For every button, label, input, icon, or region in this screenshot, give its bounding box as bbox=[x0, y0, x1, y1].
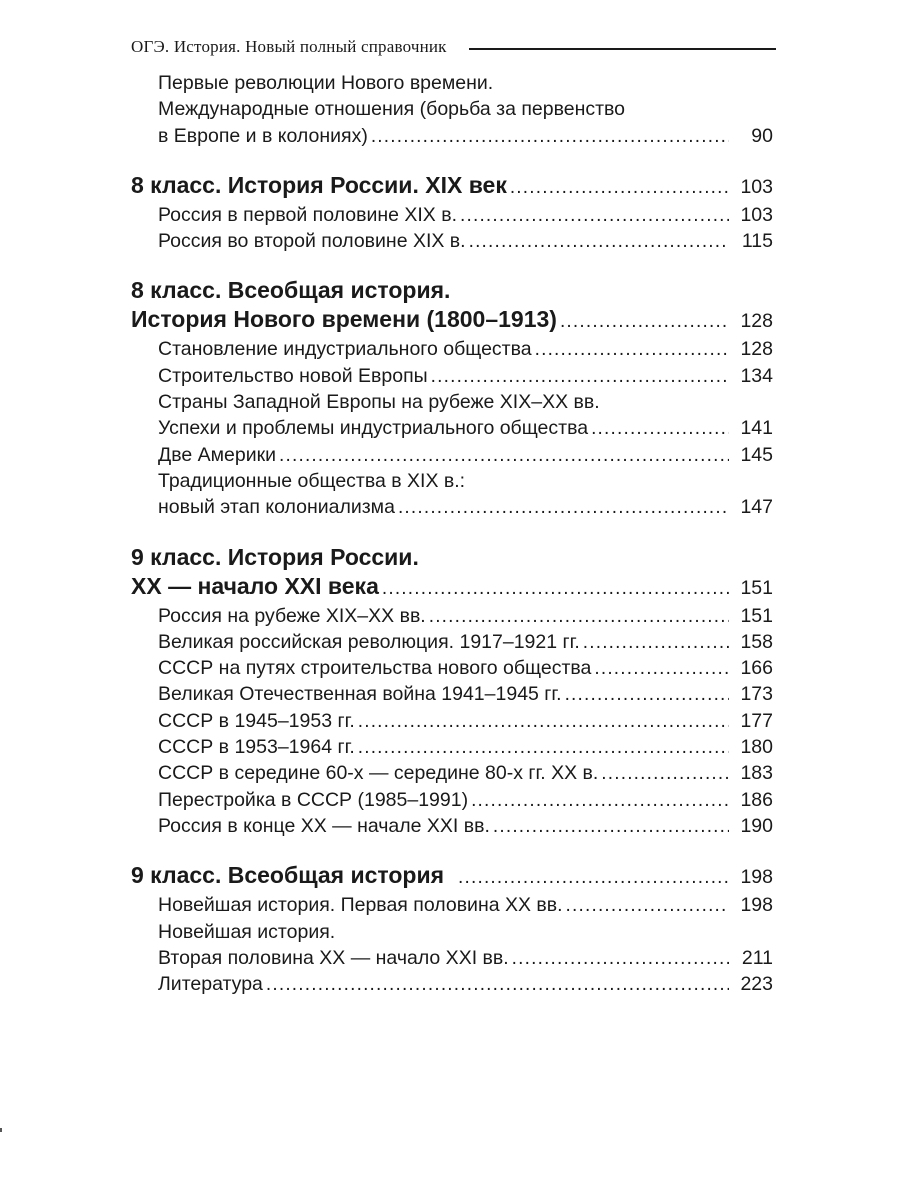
toc-page-number: 198 bbox=[740, 894, 773, 917]
dot-leader bbox=[460, 203, 729, 229]
toc-entry-text: СССР в 1945–1953 гг. bbox=[158, 709, 355, 732]
toc-entry-text: СССР в 1953–1964 гг. bbox=[158, 736, 355, 759]
dot-leader bbox=[458, 863, 729, 892]
toc-page-number: 177 bbox=[740, 709, 773, 732]
toc-entry-text: Успехи и проблемы индустриального общества bbox=[158, 417, 589, 440]
dot-leader bbox=[565, 682, 729, 708]
dot-leader bbox=[398, 495, 729, 521]
dot-leader bbox=[535, 337, 729, 363]
dot-leader bbox=[382, 574, 729, 603]
toc-page-number: 183 bbox=[740, 762, 773, 785]
toc-entry[interactable] bbox=[131, 363, 773, 389]
dot-leader bbox=[279, 443, 729, 469]
toc-entry[interactable] bbox=[131, 655, 773, 681]
dot-leader bbox=[469, 229, 729, 255]
toc-page-number: 128 bbox=[740, 310, 773, 333]
toc-entry-text: Новейшая история. bbox=[158, 920, 336, 943]
toc-page-number: 103 bbox=[740, 175, 773, 198]
toc-entry-text: СССР на путях строительства нового общества bbox=[158, 657, 592, 680]
toc-entry[interactable] bbox=[131, 603, 773, 629]
dot-leader bbox=[371, 124, 729, 150]
toc-entry-text: Россия во второй половине XIX в. bbox=[158, 230, 466, 253]
toc-entry[interactable] bbox=[131, 787, 773, 813]
toc-page-number: 198 bbox=[740, 866, 773, 889]
toc-entry-text: Страны Западной Европы на рубеже XIX–XX вв. bbox=[158, 391, 600, 414]
toc-entry[interactable] bbox=[131, 123, 773, 149]
toc-page-number: 141 bbox=[740, 417, 773, 440]
toc-entry-text: Международные отношения (борьба за первенство bbox=[158, 98, 626, 121]
toc-entry-text: Россия в конце XX — начале XXI вв. bbox=[158, 814, 490, 837]
toc-entry[interactable] bbox=[131, 336, 773, 362]
toc-entry-text: Становление индустриального общества bbox=[158, 338, 532, 361]
toc-page-number: 103 bbox=[740, 203, 773, 226]
toc-entry[interactable] bbox=[131, 760, 773, 786]
toc-entry-text: Перестройка в СССР (1985–1991) bbox=[158, 788, 469, 811]
dot-leader bbox=[591, 416, 729, 442]
toc-entry[interactable] bbox=[131, 494, 773, 520]
toc-entry-text: Великая российская революция. 1917–1921 гг. bbox=[158, 630, 580, 653]
dot-leader bbox=[512, 946, 729, 972]
toc-entry[interactable] bbox=[131, 442, 773, 468]
dot-leader bbox=[358, 709, 729, 735]
dot-leader bbox=[583, 630, 729, 656]
dot-leader bbox=[358, 735, 729, 761]
toc-heading[interactable] bbox=[131, 543, 773, 572]
toc-page-number: 186 bbox=[740, 788, 773, 811]
dot-leader bbox=[471, 788, 729, 814]
toc-entry[interactable] bbox=[131, 892, 773, 918]
toc-entry-text: Две Америки bbox=[158, 443, 277, 466]
dot-leader bbox=[431, 364, 729, 390]
toc-entry[interactable] bbox=[131, 945, 773, 971]
toc-entry[interactable] bbox=[131, 70, 773, 96]
dot-leader bbox=[594, 656, 729, 682]
toc-page-number: 151 bbox=[740, 604, 773, 627]
toc-entry-text: СССР в середине 60-х — середине 80-х гг. XX в. bbox=[158, 762, 599, 785]
toc-section-intro bbox=[131, 70, 773, 149]
toc-section-world-modern bbox=[131, 276, 773, 520]
running-head bbox=[131, 33, 776, 61]
toc-page-number: 90 bbox=[751, 124, 773, 147]
scan-artifact bbox=[0, 1128, 2, 1132]
toc-entry[interactable] bbox=[131, 468, 773, 494]
dot-leader bbox=[560, 307, 729, 336]
toc-page-number: 166 bbox=[740, 657, 773, 680]
toc-entry-text: Великая Отечественная война 1941–1945 гг. bbox=[158, 683, 562, 706]
toc-entry[interactable] bbox=[131, 681, 773, 707]
toc-entry[interactable] bbox=[131, 629, 773, 655]
dot-leader bbox=[266, 972, 729, 998]
toc-entry[interactable] bbox=[131, 96, 773, 122]
dot-leader bbox=[601, 761, 729, 787]
toc-page-number: 151 bbox=[740, 576, 773, 599]
toc-entry[interactable] bbox=[131, 228, 773, 254]
toc-heading-text: История Нового времени (1800–1913) bbox=[131, 306, 557, 333]
toc-page-number: 211 bbox=[741, 946, 773, 969]
toc-heading-text: 8 класс. История России. XIX век bbox=[131, 171, 507, 198]
toc-heading[interactable] bbox=[131, 171, 773, 200]
toc-page-number: 147 bbox=[740, 496, 773, 519]
toc-entry-text: Строительство новой Европы bbox=[158, 364, 428, 387]
toc-entry-text: Россия на рубеже XIX–XX вв. bbox=[158, 604, 426, 627]
toc-entry-text: Традиционные общества в XIX в.: bbox=[158, 469, 466, 492]
running-head-rule bbox=[469, 48, 776, 50]
toc-page-number: 190 bbox=[740, 814, 773, 837]
running-head-title: ОГЭ. История. Новый полный справочник bbox=[131, 37, 447, 56]
toc-entry-text: Первые революции Нового времени. bbox=[158, 72, 494, 94]
dot-leader bbox=[566, 893, 729, 919]
toc-entry-text: Литература bbox=[158, 973, 263, 996]
toc-entry[interactable] bbox=[131, 202, 773, 228]
toc-entry[interactable] bbox=[131, 813, 773, 839]
toc-entry-text: Вторая половина XX — начало XXI вв. bbox=[158, 946, 509, 969]
toc-entry-text: в Европе и в колониях) bbox=[158, 124, 368, 147]
toc-heading[interactable] bbox=[131, 305, 773, 334]
toc-heading[interactable] bbox=[131, 276, 773, 305]
table-of-contents bbox=[131, 70, 773, 1019]
toc-heading-text: 8 класс. Всеобщая история. bbox=[131, 277, 451, 304]
toc-heading-text: 9 класс. История России. bbox=[131, 543, 419, 570]
toc-page-number: 173 bbox=[740, 683, 773, 706]
toc-entry[interactable] bbox=[131, 708, 773, 734]
toc-section-russia-20 bbox=[131, 543, 773, 840]
toc-page-number: 158 bbox=[740, 630, 773, 653]
dot-leader bbox=[493, 814, 729, 840]
toc-page-number: 180 bbox=[740, 736, 773, 759]
toc-heading[interactable] bbox=[131, 861, 773, 890]
dot-leader bbox=[429, 604, 729, 630]
toc-page-number: 223 bbox=[740, 973, 773, 996]
toc-heading[interactable] bbox=[131, 572, 773, 601]
dot-leader bbox=[510, 173, 729, 202]
toc-section-russia-19 bbox=[131, 171, 773, 255]
toc-section-world-contemporary bbox=[131, 861, 773, 997]
toc-heading-text: 9 класс. Всеобщая история bbox=[131, 862, 445, 889]
toc-entry[interactable] bbox=[131, 734, 773, 760]
toc-entry-text: Новейшая история. Первая половина XX вв. bbox=[158, 894, 563, 917]
toc-entry[interactable] bbox=[131, 389, 773, 415]
toc-entry-text: новый этап колониализма bbox=[158, 496, 395, 519]
toc-entry-text: Россия в первой половине XIX в. bbox=[158, 203, 458, 226]
toc-page-number: 115 bbox=[741, 230, 773, 253]
toc-page-number: 134 bbox=[740, 364, 773, 387]
toc-page-number: 128 bbox=[740, 338, 773, 361]
toc-heading-text: XX — начало XXI века bbox=[131, 572, 379, 599]
toc-page-number: 145 bbox=[740, 443, 773, 466]
toc-entry[interactable] bbox=[131, 919, 773, 945]
toc-entry[interactable] bbox=[131, 415, 773, 441]
toc-entry[interactable] bbox=[131, 971, 773, 997]
